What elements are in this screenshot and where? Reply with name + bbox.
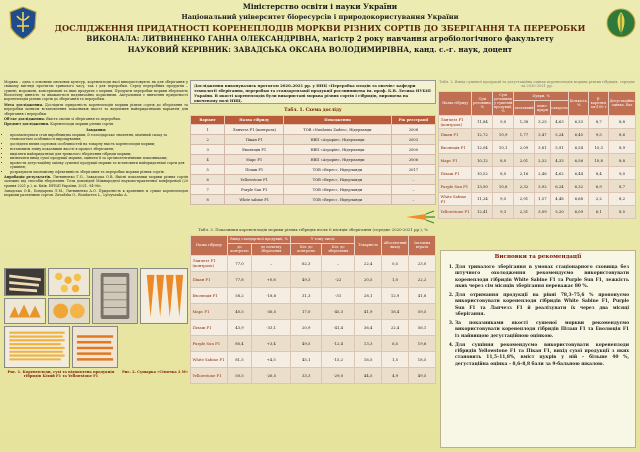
table-row [191, 145, 436, 155]
tasks-list [10, 133, 188, 175]
table-cell: Марс F1 [225, 155, 284, 165]
table-cell: 2 [191, 135, 225, 145]
table-row [191, 135, 436, 145]
table-cell: – [391, 195, 435, 205]
table-cell: Еволюція F1 [439, 141, 472, 154]
table-cell: 1 [191, 125, 225, 135]
table-row [191, 255, 436, 271]
table-cell: 4,62 [550, 167, 568, 180]
table-cell: 12,41 [472, 205, 493, 218]
table-cell: 8,7 [589, 115, 609, 128]
subject-paragraph [4, 122, 188, 126]
intro-text: Морква – одна з основних овочевих культур, коренеплоди якої використовують як для зберігання у свіжому вигляді протягом тривалого часу, так і для переробки. Серед переробних продуктів – сушені, морожені, консервовані та інші продукти з моркви. Продукти переробки моркви зберігають біологічну цінність та вважаються надзвичайно корисними. Актуальним є вивчення придатності коренеплодів різних сортів до зберігання та переробки. [4, 80, 188, 102]
table-2-section [438, 80, 636, 219]
table-row [439, 180, 636, 193]
table-cell: 7 [191, 185, 225, 195]
table-header-cell: Назва гібриду [191, 235, 228, 255]
table-row [191, 195, 436, 205]
table-cell: Еволюція F1 [191, 287, 228, 303]
table-cell: Purple Sun F1 [191, 335, 228, 351]
table-cell: -15,2 [322, 351, 355, 367]
table-cell: 2,32 [513, 180, 534, 193]
goal-label: Мета дослідження. [4, 102, 44, 107]
table-cell: 8,0 [493, 167, 514, 180]
table-cell: 6,1 [589, 205, 609, 218]
table-cell: 6,32 [569, 180, 589, 193]
table-cell: 11,84 [472, 115, 493, 128]
table-cell: 4,48 [550, 192, 568, 205]
table-row [439, 115, 636, 128]
poster-title: ДОСЛІДЖЕННЯ ПРИДАТНОСТІ КОРЕНЕПЛОДІВ МОРКВИ РІЗНИХ СОРТІВ ДО ЗБЕРІГАННЯ ТА ПЕРЕРОБКИ [54, 23, 586, 33]
approbation-text: Литвиненко Г.О., Завадська О.В. Якісні показники моркви різних сортів залежно від способів зберігання. Тези доповідей Міжнародної науково-практичної конференції (20 травня 2021 р.), м. Київ. НУБіП України, 2021. 94-96с. [4, 174, 188, 188]
table-header-row [191, 116, 436, 125]
table-cell: 3,09 [535, 205, 551, 218]
conclusions-title: Висновки та рекомендації [494, 254, 582, 260]
table-cell: Yellowstone F1 [439, 205, 472, 218]
table-cell: 16,5 [355, 351, 382, 367]
table-cell: Пілаш F1 [191, 319, 228, 335]
table-cell: Марс F1 [439, 154, 472, 167]
table-cell: Пілаш F1 [225, 165, 284, 175]
header [0, 0, 640, 78]
table-cell: 5,91 [550, 141, 568, 154]
table-cell: -33,1 [252, 319, 291, 335]
table-cell: НВП «Агрорін», Нідерланди [284, 145, 392, 155]
table-header-cell: У тому числі [291, 235, 355, 243]
table-cell: 2,2 [589, 192, 609, 205]
table-cell: 20,9 [291, 319, 322, 335]
table-row [439, 205, 636, 218]
table-cell: Purple Sun F1 [439, 180, 472, 193]
task-item: • визначити вихід сухої продукції моркви, оцінити її за органолептичними показниками; [10, 156, 188, 160]
table-cell: White Sabine F1 [439, 192, 472, 205]
table-cell: 2,91 [513, 192, 534, 205]
goal-paragraph [4, 103, 188, 116]
goal-text: Дослідити придатність коренеплодів моркви різних сортів до зберігання та переробки шляхом встановлення показників якості та виділення найпридатніших варіантів для зберігання і переробки. [4, 102, 189, 116]
table-header-cell: Кількість, % [569, 91, 589, 115]
table-header-cell: Варіант [191, 116, 225, 125]
table-cell: Марс F1 [191, 303, 228, 319]
table-cell: Purple Sun F1 [225, 185, 284, 195]
table-cell: 16,4 [382, 303, 409, 319]
table-cell: 6 [191, 175, 225, 185]
dried-product-table [438, 91, 636, 219]
table-cell: -22 [322, 271, 355, 287]
table-header-cell: Походження [284, 116, 392, 125]
table-cell: Еволюція F1 [225, 145, 284, 155]
figure-1-caption: Рис. 1. Коренеплоди, сухі та відновлена продукція гібридів Білий F1 та Yellowstone F1 [7, 370, 115, 379]
table-cell: +3,4 [252, 335, 291, 351]
table-cell: 43,9 [227, 319, 251, 335]
table-cell: Пікан F1 [191, 271, 228, 287]
table-cell: 10,3 [589, 141, 609, 154]
table-cell: ТОВ «Верес», Нідерланди [284, 195, 392, 205]
table-header-cell: β-каротин, мг/100 г [589, 91, 609, 115]
storage-results-table [190, 235, 436, 384]
table-cell: 2,01 [513, 154, 534, 167]
subject-text: Коренеплоди моркви різних сортів. [50, 122, 115, 127]
table-cell: 1,38 [513, 115, 534, 128]
table-cell: 6,45 [569, 128, 589, 141]
tasks-label: Завдання: [85, 127, 107, 132]
table-cell: 3,81 [535, 141, 551, 154]
table-3-caption: Табл. 3. Показники коренеплодів моркви різних гібридів після 6 місяців зберігання (середнє 2020-2021 рр.), % [198, 227, 428, 232]
table-cell: 22,4 [355, 255, 382, 271]
table-header-cell: Назва гібриду [225, 116, 284, 125]
table-cell: 8 [191, 195, 225, 205]
conclusion-item: 1. Для тривалого зберігання в умовах стаціонарного сховища без штучного охолодження рекомендуємо використовувати коренеплоди гібридів White Sabine F1 та Purple Sun F1, лежкість яких через сім місяців зберігання переважає 80 %. [455, 265, 629, 290]
table-cell: Пікан F1 [225, 135, 284, 145]
carrot-photo-sliced [48, 268, 90, 296]
table-cell: Ланчезз F1 (контроль) [225, 125, 284, 135]
table-cell: 1,57 [535, 192, 551, 205]
table-cell: 49,5 [291, 335, 322, 351]
table-cell: 1,77 [513, 128, 534, 141]
table-cell: 2,46 [535, 167, 551, 180]
table-row [191, 303, 436, 319]
table-cell: 10,12 [472, 154, 493, 167]
table-cell: 44,5 [355, 367, 382, 383]
table-cell: -29,0 [322, 367, 355, 383]
table-cell: 17,0 [291, 303, 322, 319]
table-row [191, 287, 436, 303]
ministry-title: Міністерство освіти і науки України [242, 2, 398, 11]
table-cell: 81,5 [227, 351, 251, 367]
table-row [439, 192, 636, 205]
table-cell: 40,5 [227, 303, 251, 319]
table-cell: 2003 [391, 135, 435, 145]
table-cell: 9,5 [493, 192, 514, 205]
table-cell: 3,92 [535, 180, 551, 193]
table-cell: 9,0 [493, 115, 514, 128]
table-cell: -36,5 [252, 303, 291, 319]
table-cell: Yellowstone F1 [191, 367, 228, 383]
university-title: Національний університет біоресурсів і природокористування України [181, 13, 459, 21]
table-cell: 56,1 [409, 319, 436, 335]
table-cell: – [252, 255, 291, 271]
table-cell: 6,54 [569, 141, 589, 154]
table-cell: White Sabine F1 [191, 351, 228, 367]
restored-carrot-photo [48, 298, 90, 324]
approbation-paragraph [4, 175, 188, 188]
conclusion-item: 3. За показниками якості сушеної моркви рекомендуємо використовувати коренеплоди гібридів Пілаш F1 та Еволюція F1 із найвищою дегустаційною оцінкою. [455, 321, 629, 340]
table-header-cell: Кіл. до зберігання [322, 243, 355, 255]
table-cell: 59,5 [409, 303, 436, 319]
table-cell: 1,0 [382, 271, 409, 287]
table-cell: 8,4 [589, 167, 609, 180]
task-item: • встановити зміну показників якості в процесі зберігання; [10, 147, 188, 151]
table-header-cell: Цукри, % [513, 91, 568, 101]
table-header-cell: Товарність [355, 235, 382, 255]
table-cell: Yellowstone F1 [225, 175, 284, 185]
table-row [191, 125, 436, 135]
table-cell: Ланчезз F1 (контроль) [439, 115, 472, 128]
task-item: • розрахувати економічну ефективність зберігання та переробки моркви різних сортів. [10, 170, 188, 174]
table-cell: 3,47 [535, 128, 551, 141]
table-cell: ТОВ «Верес», Нідерланди [284, 165, 392, 175]
table-cell: Пілаш F1 [439, 167, 472, 180]
table-cell: -26,5 [252, 367, 291, 383]
table-cell: -41,4 [322, 319, 355, 335]
table-cell: 12,04 [472, 141, 493, 154]
table-header-cell: Сухі речовини у сушеній продукції, % [493, 93, 513, 114]
table-row [439, 128, 636, 141]
table-cell: 8,8 [609, 154, 636, 167]
table-row [191, 351, 436, 367]
table-row [191, 319, 436, 335]
table-row [191, 175, 436, 185]
table-header-cell: до початку зберігання [252, 243, 291, 255]
table-cell: 20,5 [355, 271, 382, 287]
table-header-cell: до контролю [227, 243, 251, 255]
table-cell: 2006 [391, 155, 435, 165]
carrot-photo-fresh [4, 268, 46, 296]
table-cell: 4,63 [550, 115, 568, 128]
table-cell: 2,16 [513, 167, 534, 180]
table-cell: – [391, 185, 435, 195]
table-cell: 6,33 [569, 115, 589, 128]
object-paragraph [4, 117, 188, 121]
table-cell: 9,5 [589, 128, 609, 141]
table-cell: 6,9 [589, 180, 609, 193]
table-row [191, 185, 436, 195]
table-cell: 4 [191, 155, 225, 165]
table-cell: 22,2 [409, 271, 436, 287]
table-cell: 50,5 [227, 367, 251, 383]
table-cell: Ланчезз F1 (контроль) [191, 255, 228, 271]
table-cell: 5,20 [550, 205, 568, 218]
table-cell: -45,3 [322, 303, 355, 319]
carrot-row-photo [140, 268, 188, 324]
table-cell: 6,44 [569, 167, 589, 180]
table-header-cell: Дегустаційна оцінка, бал [609, 91, 636, 115]
table-row [191, 335, 436, 351]
table-1-title: Табл. 1. Схема досліду [284, 108, 342, 113]
performer-line: ВИКОНАЛА: ЛИТВИНЕНКО ГАННА ОЛЕКСАНДРІВНА, магістр 2 року навчання агробіологічного факультету [86, 34, 554, 43]
table-cell: 10,8 [493, 180, 514, 193]
table-header-cell: сахароза [550, 101, 568, 115]
table-cell: 4,33 [550, 154, 568, 167]
table-cell: 2000 [391, 145, 435, 155]
task-item: • виділити найпридатніші для тривалого зберігання гібриди моркви; [10, 152, 188, 156]
experiment-scheme-table [190, 115, 436, 205]
table-row [439, 141, 636, 154]
table-cell: 6,24 [550, 180, 568, 193]
table-cell: 2,31 [513, 205, 534, 218]
carrots-decoration-icon [404, 210, 436, 224]
table-cell: ТОВ «Верес», Нідерланди [284, 175, 392, 185]
subject-label: Предмет дослідження. [4, 122, 50, 127]
table-cell: 45,1 [291, 351, 322, 367]
table-cell: ТОВ «Nunhems Zaden», Нідерланди [284, 125, 392, 135]
ministry-emblem-icon [8, 6, 38, 40]
table-row [191, 367, 436, 383]
table-header-row [439, 91, 636, 101]
table-cell: 3 [191, 145, 225, 155]
table-cell: ТОВ «Верес», Нідерланди [284, 185, 392, 195]
task-item: • дослідити вплив сортових особливостей на товарну якість коренеплодів моркви; [10, 142, 188, 146]
table-cell: 62,3 [291, 255, 322, 271]
table-cell: 77,0 [227, 255, 251, 271]
table-cell: НВП «Агрорін», Нідерланди [284, 135, 392, 145]
table-cell: 49,5 [409, 367, 436, 383]
table-cell: 2,09 [513, 141, 534, 154]
table-cell: 41,8 [409, 287, 436, 303]
table-row [191, 165, 436, 175]
reference-text: Завадська О.В., Бондарева Л.М., Литвиненко А.О. Придатність к хранению и сушке коренеплодов моркови различных сортов. Zavadska O., Bondareva L., Lytvynenko А. [4, 189, 188, 198]
table-cell: 8,8 [609, 115, 636, 128]
table-cell: 49,3 [291, 271, 322, 287]
table-row [191, 271, 436, 287]
table-cell: 36,4 [355, 319, 382, 335]
table-cell: White sabine F1 [225, 195, 284, 205]
table-header-cell: Рік реєстрації [391, 116, 435, 125]
table-cell: +0,8 [252, 271, 291, 287]
table-cell: 10,9 [493, 128, 514, 141]
table-2-caption: Табл. 2. Вихід сушеної продукції та дегустаційна оцінка коренеплодів моркви різних гібридів, середнє за 2020-2021 рр. [439, 80, 635, 89]
table-cell: 8,5 [609, 205, 636, 218]
table-cell: 5,24 [550, 128, 568, 141]
table-cell: – [322, 255, 355, 271]
table-cell: 5 [191, 165, 225, 175]
table-cell: 9,0 [609, 167, 636, 180]
table-cell: 28,1 [355, 287, 382, 303]
table-cell: 41,9 [355, 303, 382, 319]
conclusion-item: 4. Для сушіння рекомендуємо використовувати коренеплоди гібридів Yellowstone F1 та Пікан F1, вихід сухої продукції з яких становить 11,5–11,8%, вміст цукрів у ній – більше 40 %, дегустаційна оцінка – 8,6–8,8 бали за 9-бальною шкалою. [455, 343, 629, 368]
table-header-cell: Абсолютний вихід [382, 235, 409, 255]
dried-carrot-photo [4, 298, 46, 324]
table-header-cell: моно-цукри [535, 101, 551, 115]
table-cell: 33,3 [291, 367, 322, 383]
conclusion-item: 2. Для отримання продукції на рівні 78,3–75,6 % пропонуємо використовувати коренеплоди гібридів White Sabine F1, Purple Sun F1 та Ланчезз F1 й реалізувати їх через два місяці зберігання. [455, 293, 629, 318]
table-header-cell: Сухі речовини, % [472, 91, 493, 115]
table-cell: 0,5 [382, 255, 409, 271]
table-cell: +4,5 [252, 351, 291, 367]
table-cell: 3,25 [535, 115, 551, 128]
table-cell: 80,4 [227, 335, 251, 351]
table-cell: НВП «Агрорін», Нідерланди [284, 155, 392, 165]
table-header-cell: Кіл. до контролю [291, 243, 322, 255]
task-item: • проаналізувати стан виробництва моркви, її господарське значення, хімічний склад та технологічні особливості вирощування; [10, 133, 188, 142]
table-cell: 13,50 [472, 180, 493, 193]
table-header-cell: Вихід стандартної продукції, % [227, 235, 291, 243]
object-text: Якість овочів зі зберігання та переробки. [46, 116, 121, 121]
table-cell: 8,7 [609, 180, 636, 193]
table-cell: 12,9 [382, 287, 409, 303]
photo-grid [4, 268, 188, 392]
table-row [191, 155, 436, 165]
table-cell: 23,0 [409, 255, 436, 271]
table-cell: 2017 [391, 165, 435, 175]
dried-product-photo [72, 326, 118, 368]
dryer-photo [92, 268, 138, 324]
table-header-cell: загальний [513, 101, 534, 115]
table-cell: 6,68 [569, 192, 589, 205]
table-cell: 6,09 [569, 205, 589, 218]
table-cell: 4,9 [382, 367, 409, 383]
table-row [439, 167, 636, 180]
table-cell: 2,32 [535, 154, 551, 167]
research-intro-box: Дослідження виконувались протягом 2020–2021 рр. у ННЦ «Переробка плодів та овочів» кафедри технології зберігання, переробки та стандартизації продукції рослинництва ім. проф. Б.В. Лесика НУБіП України. В якості коренеплодів були використані морква різних сортів і гібридів, вирощена на овочевому полі ННЦ. [190, 80, 436, 104]
table-cell: 19,6 [409, 335, 436, 351]
university-logo-icon [606, 6, 636, 40]
table-3-section [190, 228, 436, 384]
table-cell: -18,8 [252, 287, 291, 303]
table-cell: 8,2 [609, 192, 636, 205]
table-cell: 58,2 [227, 287, 251, 303]
table-cell: 11,24 [472, 192, 493, 205]
table-cell: 9,3 [493, 205, 514, 218]
table-cell: 31,3 [291, 287, 322, 303]
left-column [4, 80, 188, 199]
table-cell: – [391, 175, 435, 185]
approbation-label: Апробація результатів. [4, 174, 52, 179]
table-header-cell: Загальна втрата [409, 235, 436, 255]
table-cell: -31 [322, 287, 355, 303]
table-cell: 12,72 [472, 128, 493, 141]
table-cell: 6,56 [569, 154, 589, 167]
table-1-section [190, 108, 436, 205]
table-cell: 8,9 [609, 141, 636, 154]
task-item: • провести дегустаційну оцінку сушеної продукції моркви та встановити найпридатніші сорти для сушіння; [10, 161, 188, 170]
table-cell: 8,6 [609, 128, 636, 141]
table-row [439, 154, 636, 167]
conclusions-list [455, 265, 629, 368]
table-cell: 10,1 [493, 141, 514, 154]
table-cell: 13,3 [355, 335, 382, 351]
table-cell: 10,52 [472, 167, 493, 180]
table-cell: -12,4 [322, 335, 355, 351]
table-cell: Пікан F1 [439, 128, 472, 141]
table-cell: 77,8 [227, 271, 251, 287]
supervisor-line: НАУКОВИЙ КЕРІВНИК: ЗАВАДСЬКА ОКСАНА ВОЛОДИМИРІВНА, канд. с.-г. наук, доцент [127, 45, 513, 54]
table-cell: 2008 [391, 125, 435, 135]
table-cell: 8,0 [493, 154, 514, 167]
table-cell: 1,5 [382, 351, 409, 367]
table-cell: 6,5 [382, 335, 409, 351]
table-cell: 10,8 [589, 154, 609, 167]
object-label: Об’єкт дослідження. [4, 116, 45, 121]
figure-2-caption: Рис. 2. Сушарка «Сімочка 2 М» [122, 370, 188, 374]
carrot-strips-photo [4, 326, 70, 368]
table-header-row [191, 235, 436, 243]
table-header-cell: Назва гібриду [439, 91, 472, 115]
table-cell: 22,4 [382, 319, 409, 335]
table-cell: 18,5 [409, 351, 436, 367]
conclusions-box [440, 250, 636, 448]
